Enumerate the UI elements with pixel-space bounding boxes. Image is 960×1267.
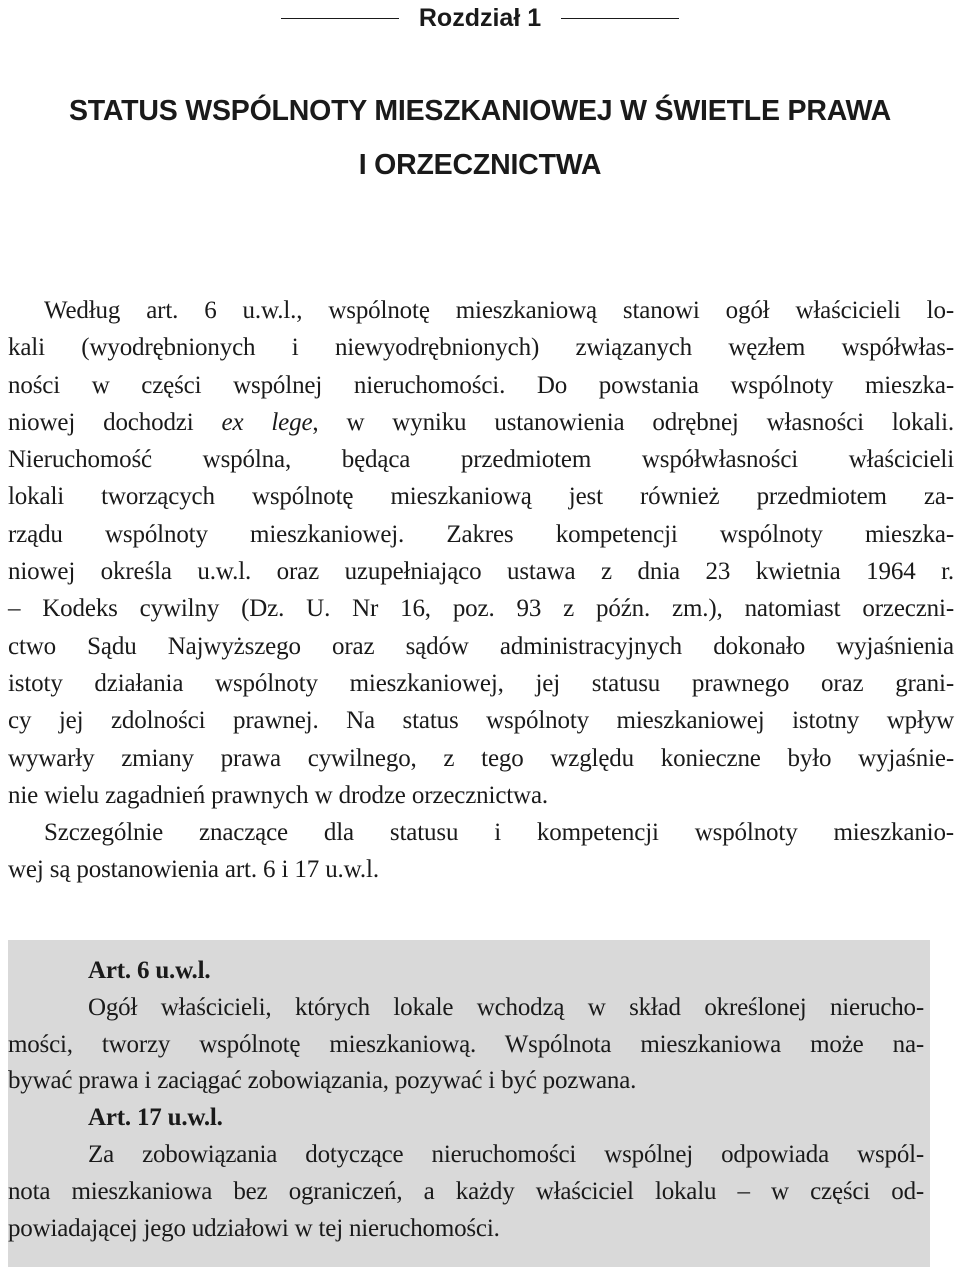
article-17-line: nota mieszkaniowa bez ograniczeń, a każdy właściciel lokalu – w części od- [8, 1177, 924, 1205]
body-line: Według art. 6 u.w.l., wspólnotę mieszkaniową stanowi ogół właścicieli lo- [44, 297, 954, 324]
body-line: ności w części wspólnej nieruchomości. Do powstania wspólnoty mieszka- [8, 371, 954, 399]
body-line-with-italic [8, 404, 954, 441]
legal-text-box [8, 940, 930, 1267]
body-line: rządu wspólnoty mieszkaniowej. Zakres kompetencji wspólnoty mieszka- [8, 520, 954, 548]
body-line: Nieruchomość wspólna, będąca przedmiotem współwłasności właścicieli [8, 446, 954, 474]
body-line: ctwo Sądu Najwyższego oraz sądów administracyjnych dokonało wyjaśnienia [8, 632, 954, 660]
article-6-line: mości, tworzy wspólnotę mieszkaniową. Wspólnota mieszkaniowa może na- [8, 1030, 924, 1058]
body-line: nie wielu zagadnień prawnych w drodze orzecznictwa. [8, 781, 549, 809]
body-line: cy jej zdolności prawnej. Na status wspólnoty mieszkaniowej istotny wpływ [8, 707, 954, 735]
chapter-title-line-1: STATUS WSPÓLNOTY MIESZKANIOWEJ W ŚWIETLE PRAWA [68, 95, 892, 127]
body-line: lokali tworzących wspólnotę mieszkaniową jest również przedmiotem za- [8, 483, 954, 511]
body-line-part: , w wyniku ustanowienia odrębnej własności lokali. [312, 408, 954, 436]
chapter-heading [0, 0, 960, 36]
article-6-heading: Art. 6 u.w.l. [88, 957, 211, 984]
legal-text-content [8, 953, 924, 1247]
chapter-rule-right [561, 18, 679, 19]
body-line: – Kodeks cywilny (Dz. U. Nr 16, poz. 93 z późn. zm.), natomiast orzeczni- [8, 595, 954, 623]
article-17-line: Za zobowiązania dotyczące nieruchomości wspólnej odpowiada wspól- [88, 1140, 924, 1168]
body-text [8, 292, 954, 889]
body-line: kali (wyodrębnionych i niewyodrębnionych) związanych węzłem współwłas- [8, 334, 954, 362]
chapter-label: Rozdział 1 [418, 3, 542, 32]
body-line: wywarły zmiany prawa cywilnego, z tego względu konieczne było wyjaśnie- [8, 744, 954, 772]
body-line: Szczególnie znaczące dla statusu i kompetencji wspólnoty mieszkanio- [44, 819, 954, 847]
chapter-title-line-2: I ORZECZNICTWA [358, 149, 602, 181]
article-6-line: bywać prawa i zaciągać zobowiązania, pozywać i być pozwana. [8, 1067, 637, 1095]
article-6-line: Ogół właścicieli, których lokale wchodzą w skład określonej nierucho- [88, 993, 924, 1021]
chapter-rule-left [281, 18, 399, 19]
article-17-line: powiadającej jego udziałowi w tej nieruchomości. [8, 1214, 500, 1242]
body-line: istoty działania wspólnoty mieszkaniowej, jej statusu prawnego oraz grani- [8, 669, 954, 697]
article-17-heading: Art. 17 u.w.l. [88, 1104, 223, 1132]
body-line-part: niowej dochodzi [8, 408, 222, 436]
body-line: wej są postanowienia art. 6 i 17 u.w.l. [8, 856, 379, 884]
body-line-italic: ex lege [221, 408, 313, 436]
body-line: niowej określa u.w.l. oraz uzupełniająco ustawa z dnia 23 kwietnia 1964 r. [8, 558, 954, 586]
chapter-title [0, 84, 960, 192]
